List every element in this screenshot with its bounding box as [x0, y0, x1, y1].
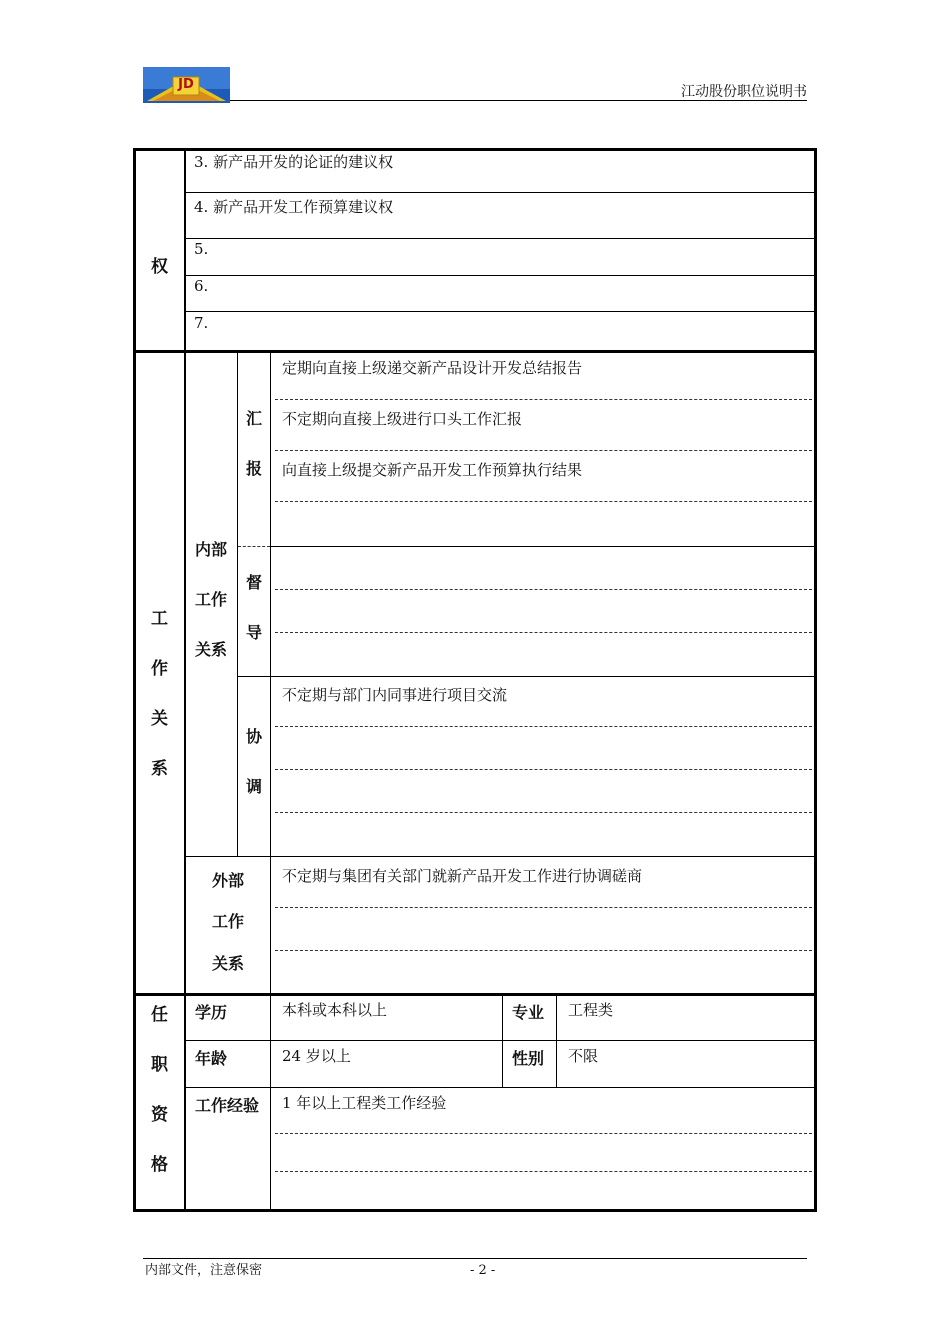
external-relations-label-line: 关系 — [211, 954, 244, 973]
qualifications-section-label-char: 资 — [151, 1105, 168, 1125]
internal-relations-label-line: 关系 — [194, 640, 227, 659]
experience-row-line — [275, 1133, 812, 1134]
relations-section-label-char: 关 — [151, 709, 168, 729]
age-value: 24 岁以上 — [282, 1047, 351, 1065]
major-value: 工程类 — [568, 1001, 614, 1019]
block-separator — [271, 546, 815, 547]
qualifications-section-label-char: 格 — [151, 1155, 168, 1175]
report-row-line — [275, 501, 812, 502]
table-top-border — [133, 148, 817, 151]
rights-row-line — [185, 192, 815, 193]
section-divider-2 — [133, 993, 817, 996]
coordinate-item: 不定期与部门内同事进行项目交流 — [282, 686, 508, 704]
experience-row-line — [275, 1171, 812, 1172]
report-item: 不定期向直接上级进行口头工作汇报 — [282, 410, 523, 428]
external-relations-label-line: 外部 — [211, 871, 244, 890]
relations-section-label-char: 系 — [151, 759, 168, 779]
qualifications-section-label-char: 任 — [151, 1005, 168, 1025]
rights-row-line — [185, 238, 815, 239]
internal-relations-label-line: 内部 — [194, 540, 227, 559]
internal-relations-label-line: 工作 — [194, 590, 227, 609]
footer-rule — [143, 1258, 807, 1259]
coordinate-row-line — [275, 769, 812, 770]
education-value: 本科或本科以上 — [282, 1001, 388, 1019]
report-label-char: 报 — [245, 459, 262, 478]
supervise-row-line — [275, 589, 812, 590]
coordinate-row-line — [275, 812, 812, 813]
supervise-row-line — [275, 632, 812, 633]
experience-label: 工作经验 — [195, 1096, 260, 1115]
age-label: 年龄 — [195, 1049, 228, 1068]
relations-section-label-char: 工 — [151, 609, 168, 629]
report-item: 向直接上级提交新产品开发工作预算执行结果 — [282, 461, 583, 479]
table-bottom-border — [133, 1209, 817, 1212]
coordinate-label-char: 调 — [245, 777, 262, 796]
relations-section-label-char: 作 — [151, 659, 168, 679]
major-label: 专业 — [512, 1003, 545, 1022]
header-rule — [230, 100, 807, 101]
footer-confidential-note: 内部文件，注意保密 — [145, 1263, 263, 1278]
section-divider-1 — [133, 350, 817, 353]
report-row-line — [275, 450, 812, 451]
label-column-divider — [184, 148, 186, 1212]
external-row-line — [275, 950, 812, 951]
qual-row-line — [185, 1087, 815, 1088]
coordinate-label-char: 协 — [245, 727, 262, 746]
report-item: 定期向直接上级递交新产品设计开发总结报告 — [282, 359, 583, 377]
gender-value: 不限 — [568, 1047, 599, 1065]
rights-item: 4. 新产品开发工作预算建议权 — [194, 198, 394, 216]
external-row-line — [275, 907, 812, 908]
rights-section-label: 权 — [151, 257, 168, 277]
company-logo — [143, 67, 230, 103]
logo-text: JD — [178, 77, 194, 92]
coordinate-row-line — [275, 726, 812, 727]
content-column-divider — [270, 350, 271, 993]
gender-label: 性别 — [512, 1049, 545, 1068]
education-label: 学历 — [195, 1003, 228, 1022]
external-relations-label-line: 工作 — [211, 912, 244, 931]
sublabel-separator — [238, 676, 815, 677]
qualifications-section-label-char: 职 — [151, 1055, 168, 1075]
supervise-label-char: 导 — [245, 623, 262, 642]
qual-column-divider — [556, 995, 557, 1087]
qual-row-line — [185, 1040, 815, 1041]
external-item: 不定期与集团有关部门就新产品开发工作进行协调磋商 — [282, 867, 643, 885]
rights-row-line — [185, 311, 815, 312]
sublabel-separator — [238, 546, 270, 547]
rights-item: 3. 新产品开发的论证的建议权 — [194, 153, 394, 171]
experience-value: 1 年以上工程类工作经验 — [282, 1094, 447, 1112]
qual-column-divider — [270, 995, 271, 1210]
footer-page-number: - 2 - — [470, 1263, 496, 1278]
report-row-line — [275, 399, 812, 400]
internal-external-separator — [185, 856, 815, 857]
supervise-label-char: 督 — [245, 573, 262, 592]
qual-column-divider — [502, 995, 503, 1087]
rights-item: 7. — [194, 314, 209, 332]
table-right-border — [814, 148, 817, 1212]
report-label-char: 汇 — [245, 409, 262, 428]
rights-row-line — [185, 275, 815, 276]
document-title: 江动股份职位说明书 — [681, 84, 807, 100]
rights-item: 5. — [194, 240, 209, 258]
rights-item: 6. — [194, 277, 209, 295]
